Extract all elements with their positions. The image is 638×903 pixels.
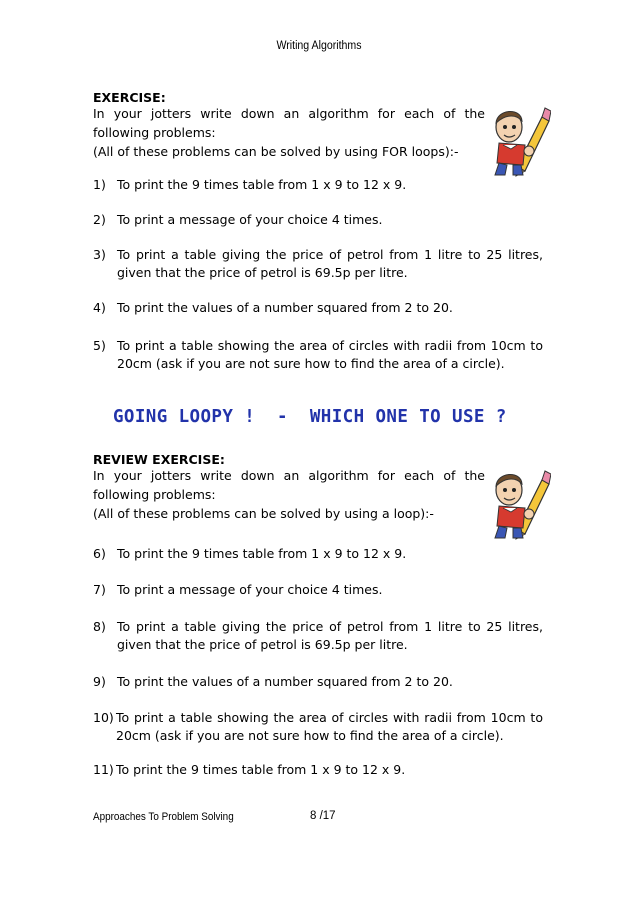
review-intro-line-3: (All of these problems can be solved by using a loop):- bbox=[93, 506, 434, 521]
item-text: To print the values of a number squared from 2 to 20. bbox=[117, 300, 453, 315]
item-text: To print the 9 times table from 1 x 9 to 12 x 9. bbox=[116, 762, 406, 777]
review-title: REVIEW EXERCISE: bbox=[93, 452, 225, 467]
item-text: To print the 9 times table from 1 x 9 to 12 x 9. bbox=[117, 177, 407, 192]
item-number: 3) bbox=[93, 247, 106, 262]
item-text: To print a table giving the price of petrol from 1 litre to 25 litres, bbox=[117, 619, 543, 634]
item-text: 20cm (ask if you are not sure how to find the area of a circle). bbox=[117, 356, 505, 371]
item-text: To print a table giving the price of petrol from 1 litre to 25 litres, bbox=[117, 247, 543, 262]
review-intro-line-2: following problems: bbox=[93, 487, 216, 502]
item-number: 8) bbox=[93, 619, 106, 634]
footer-title: Approaches To Problem Solving bbox=[93, 811, 234, 823]
item-text: given that the price of petrol is 69.5p per litre. bbox=[117, 637, 408, 652]
page-number: 8 /17 bbox=[310, 810, 336, 822]
exercise-intro-line-1: In your jotters write down an algorithm for each of the bbox=[93, 106, 485, 121]
item-number: 10) bbox=[93, 710, 114, 725]
item-number: 1) bbox=[93, 177, 106, 192]
item-number: 9) bbox=[93, 674, 106, 689]
review-item-7 bbox=[93, 581, 543, 599]
item-text: To print a message of your choice 4 times. bbox=[117, 582, 383, 597]
exercise-item-3 bbox=[93, 246, 543, 282]
boy-with-pencil-icon bbox=[487, 460, 551, 540]
exercise-intro bbox=[93, 104, 485, 161]
exercise-item-4 bbox=[93, 299, 543, 317]
review-intro-line-1: In your jotters write down an algorithm for each of the bbox=[93, 468, 485, 483]
item-number: 6) bbox=[93, 546, 106, 561]
review-intro bbox=[93, 466, 485, 523]
exercise-item-2 bbox=[93, 211, 543, 229]
item-number: 2) bbox=[93, 212, 106, 227]
item-number: 4) bbox=[93, 300, 106, 315]
running-header: Writing Algorithms bbox=[276, 40, 362, 52]
item-text: To print the values of a number squared from 2 to 20. bbox=[117, 674, 453, 689]
item-text: To print a table showing the area of circles with radii from 10cm to bbox=[116, 710, 543, 725]
exercise-item-1 bbox=[93, 176, 543, 194]
item-text: To print the 9 times table from 1 x 9 to 12 x 9. bbox=[117, 546, 407, 561]
review-item-6 bbox=[93, 545, 543, 563]
exercise-intro-line-2: following problems: bbox=[93, 125, 216, 140]
item-text: given that the price of petrol is 69.5p per litre. bbox=[117, 265, 408, 280]
item-text: To print a message of your choice 4 times. bbox=[117, 212, 383, 227]
boy-with-pencil-icon bbox=[487, 97, 551, 177]
review-item-11 bbox=[93, 761, 543, 779]
exercise-item-5 bbox=[93, 337, 543, 373]
exercise-intro-line-3: (All of these problems can be solved by using FOR loops):- bbox=[93, 144, 459, 159]
item-number: 7) bbox=[93, 582, 106, 597]
review-item-9 bbox=[93, 673, 543, 691]
section-heading: GOING LOOPY ! - WHICH ONE TO USE ? bbox=[113, 407, 507, 427]
review-item-10 bbox=[93, 709, 543, 745]
review-item-8 bbox=[93, 618, 543, 654]
item-text: To print a table showing the area of circles with radii from 10cm to bbox=[117, 338, 543, 353]
item-number: 5) bbox=[93, 338, 106, 353]
item-number: 11) bbox=[93, 762, 114, 777]
exercise-title: EXERCISE: bbox=[93, 90, 166, 105]
item-text: 20cm (ask if you are not sure how to find the area of a circle). bbox=[116, 728, 504, 743]
